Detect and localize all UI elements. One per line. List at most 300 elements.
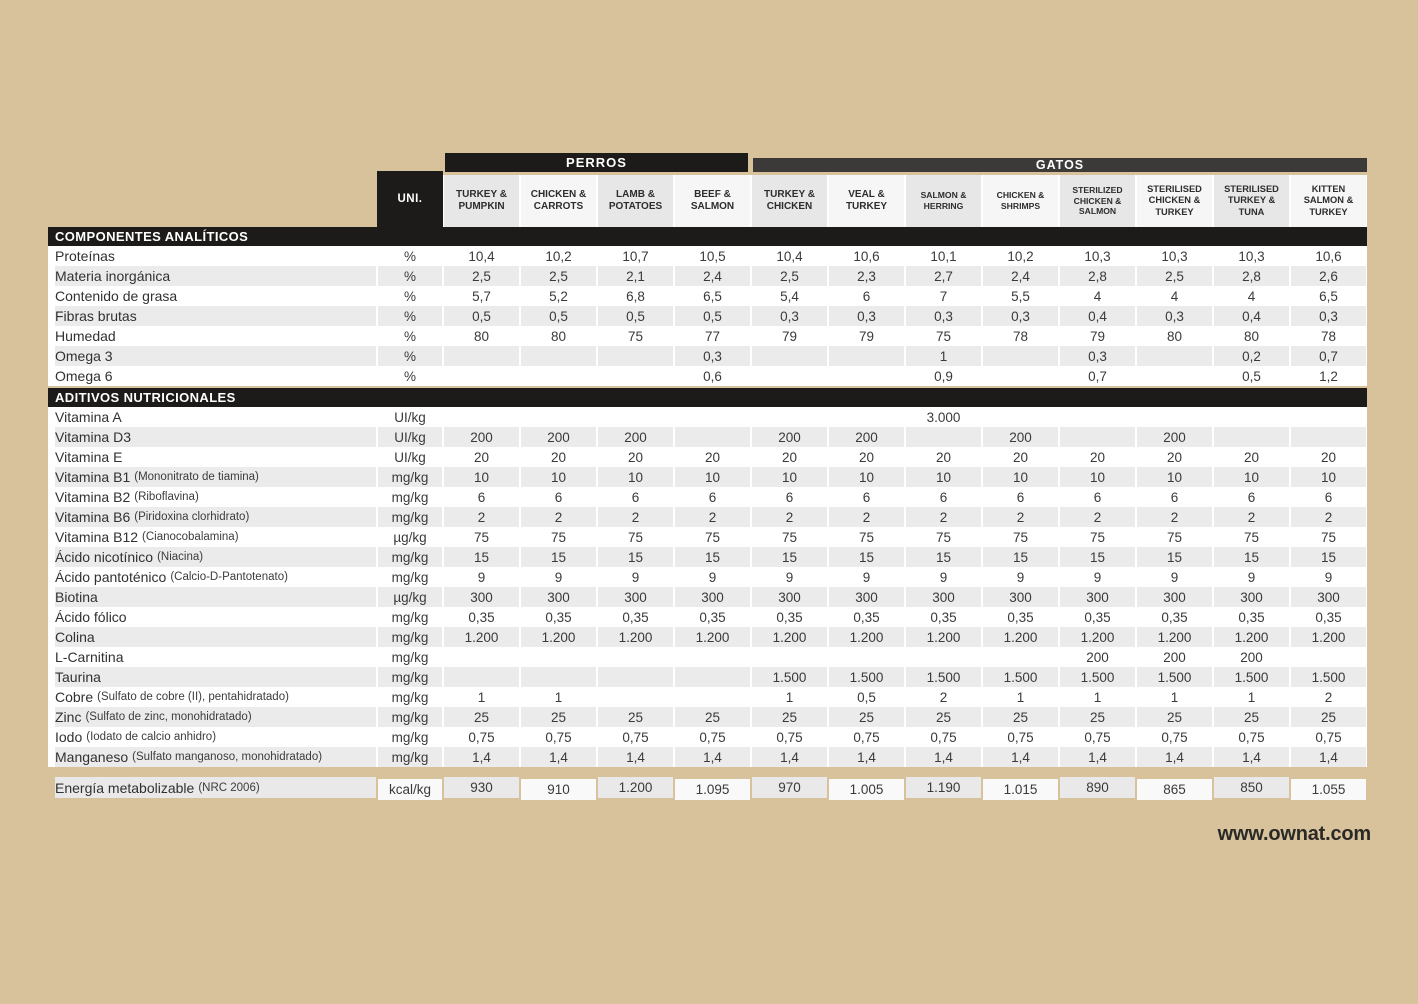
- nutrient-note: (Niacina): [157, 551, 204, 563]
- unit-cell: mg/kg: [391, 689, 429, 705]
- value-cell: 0,2: [1213, 346, 1290, 366]
- unit-cell: %: [377, 346, 443, 366]
- value-cell: 300: [1059, 587, 1136, 607]
- nutrient-row: [48, 627, 1367, 647]
- value-cell: 10,7: [622, 248, 649, 264]
- nutrient-row: [48, 407, 1367, 427]
- nutrient-row: [48, 306, 1367, 326]
- nutrient-row: [48, 687, 1367, 707]
- nutrient-name: L-Carnitina: [55, 649, 124, 665]
- value-cell: 2,4: [982, 266, 1059, 286]
- value-cell: 15: [597, 547, 674, 567]
- value-cell: 0,35: [1315, 609, 1342, 625]
- nutrient-note: (Sulfato de zinc, monohidratado): [85, 711, 252, 723]
- value-cell: 79: [1089, 328, 1106, 344]
- value-cell: 1.500: [751, 667, 828, 687]
- section-header: COMPONENTES ANALÍTICOS: [48, 227, 1367, 246]
- value-cell: [597, 647, 674, 667]
- value-cell: 0,35: [468, 609, 495, 625]
- unit-cell: mg/kg: [391, 729, 429, 745]
- value-cell: [1290, 407, 1367, 427]
- value-cell: 2,3: [828, 266, 905, 286]
- value-cell: 1.095: [674, 779, 751, 800]
- value-cell: [597, 346, 674, 366]
- nutrient-name: Taurina: [55, 669, 101, 685]
- value-cell: 75: [781, 529, 798, 545]
- value-cell: 75: [1243, 529, 1260, 545]
- value-cell: [674, 647, 751, 667]
- value-cell: 78: [1012, 328, 1029, 344]
- row-label: [48, 306, 377, 326]
- value-cell: 890: [1059, 777, 1136, 798]
- value-cell: 1,4: [982, 747, 1059, 767]
- value-cell: 300: [828, 587, 905, 607]
- value-cell: 2,8: [1213, 266, 1290, 286]
- value-cell: 15: [828, 547, 905, 567]
- group-band-perros: [445, 153, 748, 172]
- value-cell: [751, 407, 828, 427]
- value-cell: 79: [781, 328, 798, 344]
- value-cell: 2: [1290, 507, 1367, 527]
- value-cell: 0,75: [699, 729, 726, 745]
- value-cell: [751, 346, 828, 366]
- value-cell: 0,75: [1315, 729, 1342, 745]
- value-cell: 10,1: [930, 248, 957, 264]
- value-cell: 75: [704, 529, 721, 545]
- value-cell: 0,75: [1238, 729, 1265, 745]
- value-cell: 2: [674, 507, 751, 527]
- nutrient-name: Vitamina B1: [55, 469, 131, 485]
- value-cell: 10: [982, 467, 1059, 487]
- value-cell: 15: [1290, 547, 1367, 567]
- value-cell: 9: [785, 569, 794, 585]
- value-cell: 1,4: [751, 747, 828, 767]
- column-header-6: VEAL & TURKEY: [828, 175, 905, 227]
- value-cell: 0,7: [1290, 346, 1367, 366]
- value-cell: 25: [828, 707, 905, 727]
- value-cell: 80: [1243, 328, 1260, 344]
- row-label: [48, 547, 377, 567]
- value-cell: 1,4: [674, 747, 751, 767]
- value-cell: [674, 687, 751, 707]
- nutrient-name: Vitamina B6: [55, 509, 131, 525]
- nutrient-row: [48, 707, 1367, 727]
- value-cell: 2,4: [674, 266, 751, 286]
- value-cell: 0,35: [699, 609, 726, 625]
- value-cell: [443, 647, 520, 667]
- value-cell: 850: [1213, 777, 1290, 798]
- value-cell: [674, 407, 751, 427]
- row-label: [48, 507, 377, 527]
- value-cell: 0,5: [520, 306, 597, 326]
- value-cell: [1059, 407, 1136, 427]
- row-label: [48, 777, 377, 798]
- value-cell: 0,5: [674, 306, 751, 326]
- column-header-5: TURKEY & CHICKEN: [751, 175, 828, 227]
- value-cell: 20: [550, 449, 567, 465]
- value-cell: 910: [520, 779, 597, 800]
- value-cell: 9: [1324, 569, 1333, 585]
- value-cell: [1136, 346, 1213, 366]
- value-cell: [597, 667, 674, 687]
- value-cell: 0,3: [828, 306, 905, 326]
- value-cell: 865: [1136, 779, 1213, 800]
- value-cell: 6: [862, 288, 871, 304]
- value-cell: 0,35: [545, 609, 572, 625]
- value-cell: 2: [905, 507, 982, 527]
- value-cell: 1,4: [1213, 747, 1290, 767]
- value-cell: 1.200: [982, 627, 1059, 647]
- value-cell: 2,7: [905, 266, 982, 286]
- value-cell: 1.200: [674, 627, 751, 647]
- nutrient-name: Ácido fólico: [55, 609, 127, 625]
- value-cell: 25: [1290, 707, 1367, 727]
- value-cell: 75: [1012, 529, 1029, 545]
- value-cell: 6,5: [1319, 288, 1338, 304]
- value-cell: 2: [1136, 507, 1213, 527]
- value-cell: 1: [477, 689, 486, 705]
- column-header-7: SALMON & HERRING: [905, 175, 982, 227]
- value-cell: 2,6: [1290, 266, 1367, 286]
- value-cell: 15: [674, 547, 751, 567]
- value-cell: 25: [1136, 707, 1213, 727]
- row-label: [48, 727, 377, 747]
- value-cell: 1: [905, 346, 982, 366]
- value-cell: 75: [858, 529, 875, 545]
- value-cell: 1: [554, 689, 563, 705]
- nutrient-name: Vitamina B12: [55, 529, 139, 545]
- value-cell: 25: [905, 707, 982, 727]
- value-cell: [597, 366, 674, 386]
- row-label: [48, 487, 377, 507]
- nutrient-note: (Iodato de calcio anhidro): [86, 731, 217, 743]
- value-cell: [443, 346, 520, 366]
- value-cell: 1.200: [597, 777, 674, 798]
- value-cell: 25: [982, 707, 1059, 727]
- value-cell: [1136, 366, 1213, 386]
- value-cell: 0,35: [1161, 609, 1188, 625]
- value-cell: 78: [1320, 328, 1337, 344]
- row-label: [48, 667, 377, 687]
- value-cell: 6: [631, 489, 640, 505]
- nutrient-name: Vitamina E: [55, 449, 123, 465]
- value-cell: 20: [1243, 449, 1260, 465]
- nutrient-name: Manganeso: [55, 749, 129, 765]
- value-cell: 9: [1016, 569, 1025, 585]
- value-cell: 0,3: [905, 306, 982, 326]
- value-cell: [443, 366, 520, 386]
- value-cell: 1.200: [905, 627, 982, 647]
- value-cell: 9: [862, 569, 871, 585]
- value-cell: 75: [1320, 529, 1337, 545]
- value-cell: 300: [982, 587, 1059, 607]
- nutrient-note: (Calcio-D-Pantotenato): [170, 571, 288, 583]
- value-cell: 200: [828, 427, 905, 447]
- value-cell: 1,4: [1059, 747, 1136, 767]
- value-cell: 1.500: [1213, 667, 1290, 687]
- value-cell: 1.200: [828, 627, 905, 647]
- row-label: [48, 587, 377, 607]
- unit-cell: kcal/kg: [377, 779, 443, 800]
- value-cell: [905, 647, 982, 667]
- value-cell: 10,4: [776, 248, 803, 264]
- value-cell: 0,3: [1290, 306, 1367, 326]
- value-cell: 10: [597, 467, 674, 487]
- group-label-gatos: GATOS: [1035, 158, 1085, 172]
- nutrient-name: Proteínas: [55, 248, 115, 264]
- unit-cell: mg/kg: [377, 507, 443, 527]
- value-cell: 930: [443, 777, 520, 798]
- unit-cell: µg/kg: [377, 587, 443, 607]
- value-cell: 0,3: [1136, 306, 1213, 326]
- value-cell: 200: [1240, 649, 1263, 665]
- value-cell: 6: [477, 489, 486, 505]
- group-band-gatos: [753, 158, 1367, 172]
- value-cell: 2: [751, 507, 828, 527]
- value-cell: 200: [751, 427, 828, 447]
- value-cell: 0,75: [545, 729, 572, 745]
- value-cell: 0,35: [853, 609, 880, 625]
- nutrient-row: [48, 527, 1367, 547]
- unit-column-header: UNI.: [377, 171, 443, 227]
- value-cell: 2: [597, 507, 674, 527]
- unit-cell: µg/kg: [393, 529, 427, 545]
- value-cell: 4: [1093, 288, 1102, 304]
- value-cell: 25: [751, 707, 828, 727]
- value-cell: 0,3: [1059, 346, 1136, 366]
- nutrient-row: [48, 427, 1367, 447]
- value-cell: 15: [982, 547, 1059, 567]
- row-label: [48, 447, 377, 467]
- value-cell: 1,4: [597, 747, 674, 767]
- value-cell: [982, 366, 1059, 386]
- value-cell: [982, 346, 1059, 366]
- value-cell: 300: [674, 587, 751, 607]
- value-cell: [597, 407, 674, 427]
- section-header: ADITIVOS NUTRICIONALES: [48, 388, 1367, 407]
- row-label: [48, 627, 377, 647]
- value-cell: 1.200: [1290, 627, 1367, 647]
- energy-row: [48, 777, 1367, 800]
- nutrient-name: Cobre: [55, 689, 94, 705]
- value-cell: 200: [1086, 649, 1109, 665]
- value-cell: 300: [443, 587, 520, 607]
- column-header-10: STERILISED CHICKEN & TURKEY: [1136, 175, 1213, 227]
- value-cell: 1: [1093, 689, 1102, 705]
- nutrient-row: [48, 286, 1367, 306]
- value-cell: 300: [520, 587, 597, 607]
- column-header-4: BEEF & SALMON: [674, 175, 751, 227]
- value-cell: 200: [1136, 427, 1213, 447]
- value-cell: [982, 647, 1059, 667]
- value-cell: 2,5: [1136, 266, 1213, 286]
- value-cell: 5,7: [472, 288, 491, 304]
- value-cell: 10,5: [699, 248, 726, 264]
- value-cell: 1: [1170, 689, 1179, 705]
- nutrient-name: Vitamina D3: [55, 429, 132, 445]
- value-cell: [982, 407, 1059, 427]
- value-cell: 0,6: [703, 368, 722, 384]
- value-cell: [751, 366, 828, 386]
- value-cell: 10,4: [468, 248, 495, 264]
- value-cell: 75: [627, 529, 644, 545]
- value-cell: 1,4: [520, 747, 597, 767]
- value-cell: [443, 407, 520, 427]
- value-cell: 15: [751, 547, 828, 567]
- value-cell: [828, 346, 905, 366]
- value-cell: 6,5: [703, 288, 722, 304]
- value-cell: [1059, 427, 1136, 447]
- value-cell: 10: [674, 467, 751, 487]
- value-cell: 25: [597, 707, 674, 727]
- nutrient-name: Fibras brutas: [55, 308, 137, 324]
- unit-cell: %: [403, 248, 416, 264]
- nutrient-name: Iodo: [55, 729, 83, 745]
- nutrient-note: (Sulfato manganoso, monohidratado): [132, 751, 323, 763]
- value-cell: 20: [1012, 449, 1029, 465]
- value-cell: 10,3: [1161, 248, 1188, 264]
- value-cell: 0,9: [934, 368, 953, 384]
- value-cell: [1136, 407, 1213, 427]
- value-cell: 0,4: [1213, 306, 1290, 326]
- unit-cell: mg/kg: [377, 627, 443, 647]
- value-cell: 9: [708, 569, 717, 585]
- value-cell: 1,4: [1136, 747, 1213, 767]
- unit-cell: mg/kg: [377, 667, 443, 687]
- value-cell: 1: [785, 689, 794, 705]
- value-cell: 0,35: [622, 609, 649, 625]
- column-header-row: [48, 175, 1367, 227]
- value-cell: 9: [1170, 569, 1179, 585]
- column-header-12: KITTEN SALMON & TURKEY: [1290, 175, 1367, 227]
- value-cell: 75: [473, 529, 490, 545]
- unit-cell: mg/kg: [377, 707, 443, 727]
- unit-cell: %: [377, 266, 443, 286]
- nutrient-note: (Piridoxina clorhidrato): [134, 511, 250, 523]
- unit-cell: mg/kg: [377, 747, 443, 767]
- nutrient-name: Materia inorgánica: [55, 268, 171, 284]
- unit-cell: mg/kg: [377, 467, 443, 487]
- value-cell: 5,4: [780, 288, 799, 304]
- unit-cell: %: [403, 328, 416, 344]
- value-cell: 300: [597, 587, 674, 607]
- value-cell: 2,8: [1059, 266, 1136, 286]
- value-cell: 0,35: [1007, 609, 1034, 625]
- value-cell: 0,5: [857, 689, 876, 705]
- value-cell: [443, 667, 520, 687]
- nutrient-note: (Riboflavina): [134, 491, 199, 503]
- nutrient-row: [48, 647, 1367, 667]
- value-cell: 2: [1213, 507, 1290, 527]
- value-cell: 5,2: [549, 288, 568, 304]
- unit-cell: %: [377, 306, 443, 326]
- value-cell: 6: [1247, 489, 1256, 505]
- nutrient-row: [48, 447, 1367, 467]
- value-cell: 1,4: [905, 747, 982, 767]
- value-cell: 0,4: [1059, 306, 1136, 326]
- value-cell: 75: [1089, 529, 1106, 545]
- nutrient-name: Colina: [55, 629, 95, 645]
- value-cell: 1.500: [828, 667, 905, 687]
- value-cell: 0,5: [443, 306, 520, 326]
- value-cell: [828, 647, 905, 667]
- unit-cell: %: [403, 368, 416, 384]
- value-cell: 15: [1213, 547, 1290, 567]
- value-cell: [828, 407, 905, 427]
- column-header-3: LAMB & POTATOES: [597, 175, 674, 227]
- value-cell: 0,35: [776, 609, 803, 625]
- unit-cell: UI/kg: [377, 427, 443, 447]
- row-label: [48, 326, 377, 346]
- nutrient-name: Biotina: [55, 589, 98, 605]
- nutrient-name: Ácido pantoténico: [55, 569, 167, 585]
- value-cell: 0,75: [468, 729, 495, 745]
- value-cell: 10,3: [1084, 248, 1111, 264]
- table-body: [48, 227, 1367, 767]
- value-cell: 1.500: [1290, 667, 1367, 687]
- value-cell: [520, 647, 597, 667]
- value-cell: 7: [939, 288, 948, 304]
- group-label-perros: PERROS: [566, 155, 627, 170]
- nutrient-name: Omega 3: [55, 348, 113, 364]
- nutrient-name: Zinc: [55, 709, 82, 725]
- value-cell: 10: [443, 467, 520, 487]
- website-text: www.ownat.com: [1217, 823, 1371, 845]
- value-cell: 15: [1059, 547, 1136, 567]
- value-cell: 75: [935, 328, 952, 344]
- unit-cell: mg/kg: [391, 649, 429, 665]
- value-cell: 0,75: [853, 729, 880, 745]
- nutrient-name: Omega 6: [55, 368, 113, 384]
- row-label: [48, 687, 377, 707]
- value-cell: 79: [858, 328, 875, 344]
- value-cell: 300: [1213, 587, 1290, 607]
- value-cell: 2: [828, 507, 905, 527]
- value-cell: 1: [1247, 689, 1256, 705]
- value-cell: 1.190: [905, 777, 982, 798]
- value-cell: [674, 427, 751, 447]
- value-cell: 6: [554, 489, 563, 505]
- nutrient-name: Vitamina B2: [55, 489, 131, 505]
- value-cell: 1: [1016, 689, 1025, 705]
- value-cell: 15: [443, 547, 520, 567]
- value-cell: 10: [828, 467, 905, 487]
- value-cell: 10: [751, 467, 828, 487]
- value-cell: 2: [520, 507, 597, 527]
- row-label: [48, 427, 377, 447]
- nutrition-table: [48, 153, 1367, 800]
- value-cell: 300: [1136, 587, 1213, 607]
- nutrient-row: [48, 747, 1367, 767]
- value-cell: 25: [1059, 707, 1136, 727]
- value-cell: [751, 647, 828, 667]
- value-cell: 75: [1166, 529, 1183, 545]
- row-label: [48, 366, 377, 386]
- value-cell: 2: [982, 507, 1059, 527]
- value-cell: 75: [550, 529, 567, 545]
- value-cell: 200: [443, 427, 520, 447]
- value-cell: 0,7: [1088, 368, 1107, 384]
- value-cell: [828, 366, 905, 386]
- value-cell: 2: [443, 507, 520, 527]
- value-cell: 20: [473, 449, 490, 465]
- value-cell: 9: [477, 569, 486, 585]
- row-label: [48, 246, 377, 266]
- value-cell: 2,5: [520, 266, 597, 286]
- value-cell: 10: [1059, 467, 1136, 487]
- value-cell: 200: [597, 427, 674, 447]
- value-cell: 6,8: [626, 288, 645, 304]
